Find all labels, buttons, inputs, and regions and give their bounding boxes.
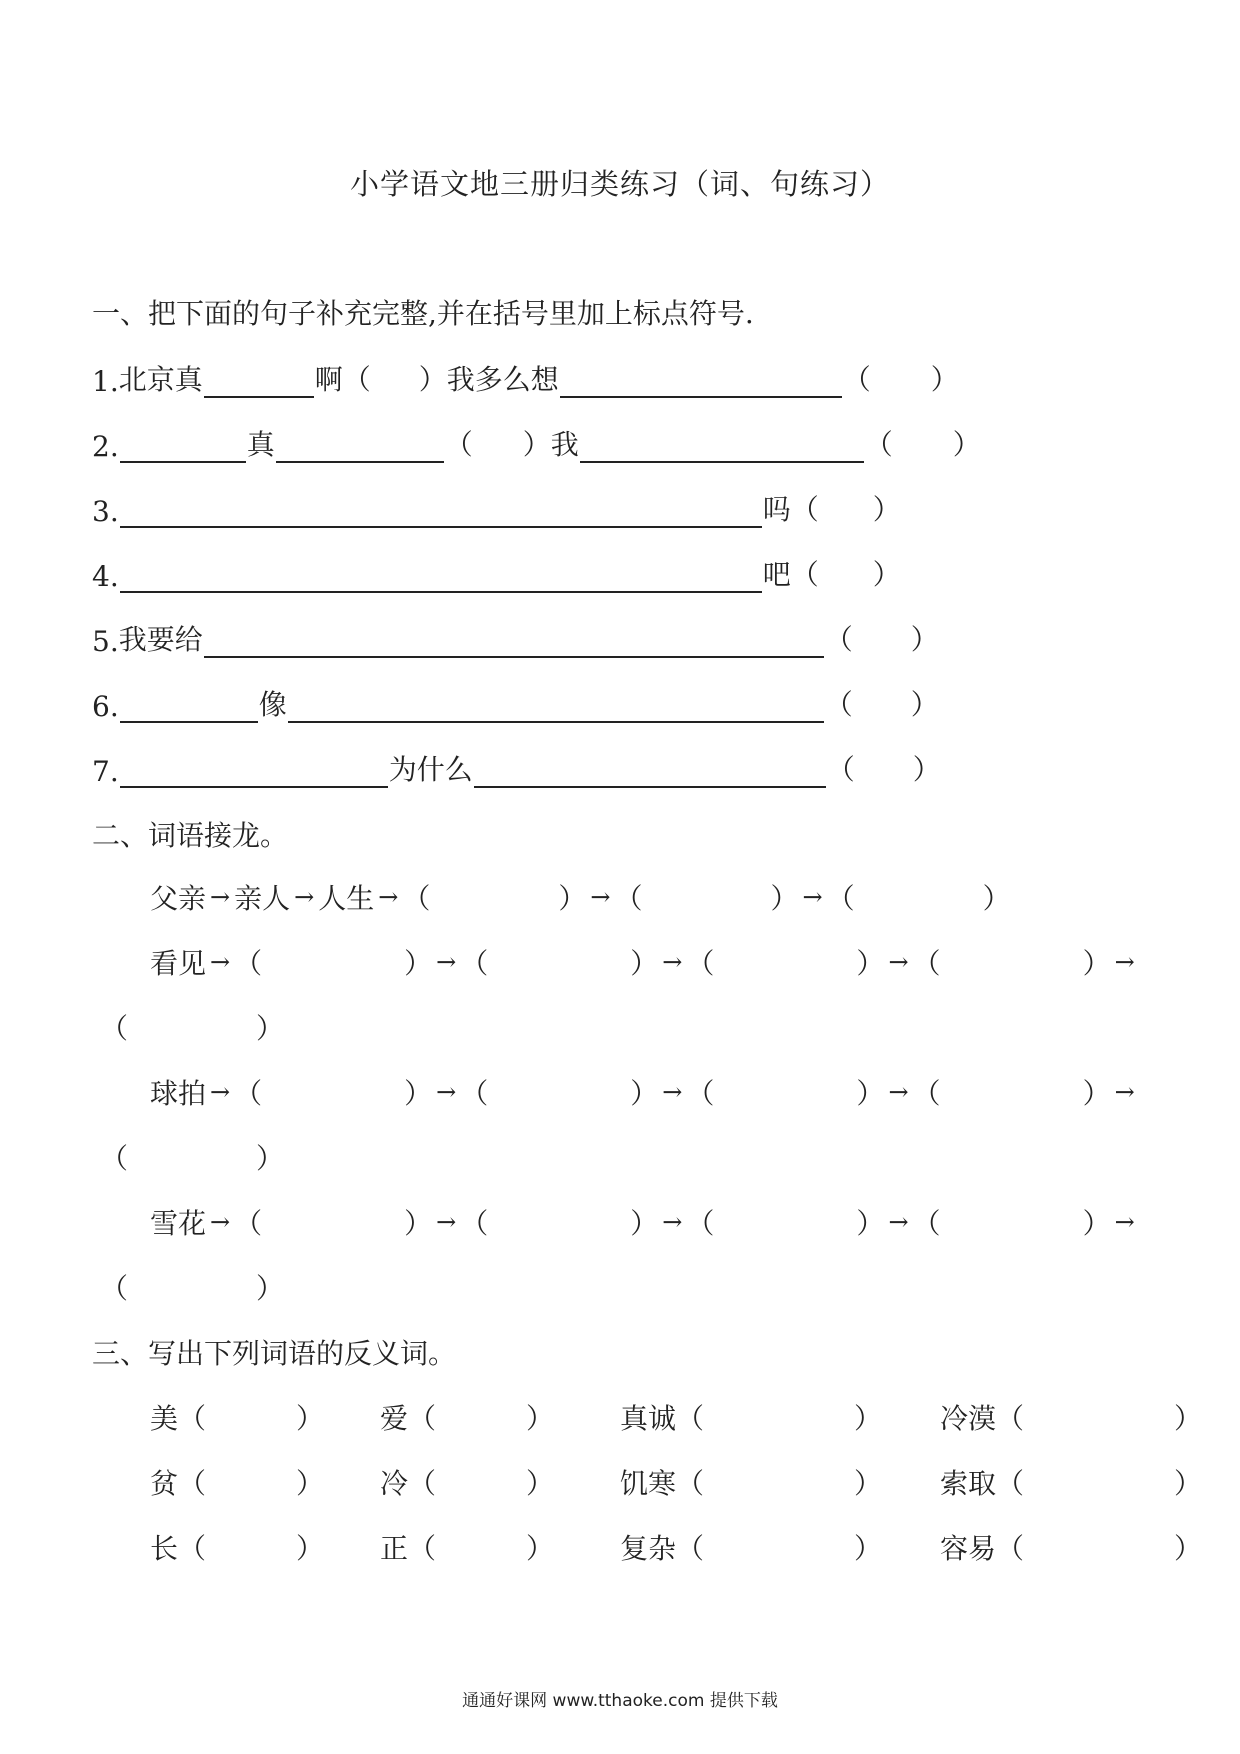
arrow-icon: → <box>294 883 315 911</box>
sentence-5 <box>92 618 939 658</box>
answer-blank[interactable] <box>120 756 388 788</box>
arrow-icon: → <box>210 883 231 911</box>
open-paren: （ <box>686 1207 715 1240</box>
sentence-7-number: 7. <box>92 755 119 788</box>
antonym-word: 索取 <box>940 1467 997 1500</box>
close-paren: ） <box>404 1207 433 1240</box>
sentence-4 <box>92 553 901 593</box>
close-paren: ） <box>630 1077 659 1110</box>
answer-blank[interactable] <box>120 561 762 593</box>
close-paren: ） <box>770 882 799 915</box>
answer-blank[interactable] <box>474 756 826 788</box>
arrow-icon: → <box>888 948 909 976</box>
open-paren: （ <box>460 947 489 980</box>
sentence-5-text-a: 我要给 <box>118 623 203 656</box>
antonym-word: 饥寒 <box>620 1467 677 1500</box>
close-paren: ） <box>630 947 659 980</box>
antonym-item <box>150 1462 380 1502</box>
sentence-5-open: （ <box>824 623 853 656</box>
sentence-2-text-c: ）我 <box>522 428 579 461</box>
close-paren: ） <box>982 882 1011 915</box>
open-paren: （ <box>234 1077 263 1110</box>
close-paren: ） <box>256 1272 285 1305</box>
open-paren: （ <box>460 1207 489 1240</box>
sentence-6-text-a: 像 <box>258 688 287 721</box>
antonym-word: 贫 <box>150 1467 179 1500</box>
answer-slot[interactable] <box>206 1462 296 1502</box>
antonym-item <box>150 1397 380 1437</box>
arrow-icon: → <box>802 883 823 911</box>
sentence-2-open: （ <box>444 428 473 461</box>
close-paren: ） <box>1082 1077 1111 1110</box>
answer-slot[interactable] <box>704 1397 854 1437</box>
answer-slot[interactable] <box>436 1397 526 1437</box>
close-paren: ） <box>856 947 885 980</box>
open-paren: （ <box>402 882 431 915</box>
answer-blank[interactable] <box>120 431 246 463</box>
antonym-item <box>620 1462 940 1502</box>
arrow-icon: → <box>1114 1208 1135 1236</box>
open-paren: （ <box>408 1467 437 1500</box>
close-paren: ） <box>856 1077 885 1110</box>
open-paren: （ <box>676 1532 705 1565</box>
sentence-2-number: 2. <box>92 430 119 463</box>
word-chain-3 <box>150 1072 1139 1112</box>
open-paren: （ <box>614 882 643 915</box>
answer-slot[interactable] <box>704 1462 854 1502</box>
answer-slot[interactable] <box>1024 1462 1174 1502</box>
open-paren: （ <box>234 947 263 980</box>
word-chain-4-continued <box>100 1267 284 1307</box>
sentence-3-text-a: 吗（ <box>762 493 819 526</box>
open-paren: （ <box>996 1467 1025 1500</box>
answer-blank[interactable] <box>276 431 444 463</box>
answer-slot[interactable] <box>206 1527 296 1567</box>
open-paren: （ <box>234 1207 263 1240</box>
close-paren: ） <box>526 1467 555 1500</box>
antonym-item <box>620 1527 940 1567</box>
open-paren: （ <box>676 1467 705 1500</box>
arrow-icon: → <box>436 948 457 976</box>
sentence-1-open: （ <box>842 363 871 396</box>
arrow-icon: → <box>590 883 611 911</box>
arrow-icon: → <box>210 1208 231 1236</box>
open-paren: （ <box>178 1402 207 1435</box>
sentence-4-number: 4. <box>92 560 119 593</box>
page-title: 小学语文地三册归类练习（词、句练习） <box>349 167 890 201</box>
answer-slot[interactable] <box>704 1527 854 1567</box>
close-paren: ） <box>1174 1467 1203 1500</box>
close-paren: ） <box>1082 947 1111 980</box>
close-paren: ） <box>1174 1402 1203 1435</box>
open-paren: （ <box>460 1077 489 1110</box>
close-paren: ） <box>854 1532 883 1565</box>
open-paren: （ <box>408 1532 437 1565</box>
antonym-word: 长 <box>150 1532 179 1565</box>
open-paren: （ <box>686 1077 715 1110</box>
arrow-icon: → <box>210 1078 231 1106</box>
open-paren: （ <box>178 1532 207 1565</box>
arrow-icon: → <box>210 948 231 976</box>
antonym-item <box>150 1527 380 1567</box>
answer-blank[interactable] <box>560 366 842 398</box>
sentence-6-open: （ <box>824 688 853 721</box>
open-paren: （ <box>676 1402 705 1435</box>
sentence-3 <box>92 488 901 528</box>
sentence-1-text-b: 啊（ <box>314 363 371 396</box>
sentence-3-close: ） <box>872 493 901 526</box>
sentence-6-close: ） <box>910 688 939 721</box>
antonym-word: 正 <box>380 1532 409 1565</box>
open-paren: （ <box>912 1077 941 1110</box>
open-paren: （ <box>100 1272 129 1305</box>
antonym-item <box>620 1397 940 1437</box>
antonym-item <box>380 1462 620 1502</box>
close-paren: ） <box>296 1402 325 1435</box>
sentence-2-close: ） <box>952 428 981 461</box>
antonym-item <box>940 1397 1202 1437</box>
sentence-7-text-a: 为什么 <box>388 753 473 786</box>
close-paren: ） <box>1174 1532 1203 1565</box>
open-paren: （ <box>912 1207 941 1240</box>
antonym-word: 爱 <box>380 1402 409 1435</box>
antonym-row-2 <box>150 1462 1202 1502</box>
answer-blank[interactable] <box>204 626 824 658</box>
sentence-7 <box>92 748 941 788</box>
arrow-icon: → <box>888 1078 909 1106</box>
antonym-word: 复杂 <box>620 1532 677 1565</box>
sentence-5-close: ） <box>910 623 939 656</box>
arrow-icon: → <box>1114 948 1135 976</box>
page-footer: 通通好课网 www.tthaoke.com 提供下载 <box>462 1691 778 1711</box>
arrow-icon: → <box>888 1208 909 1236</box>
word-chain-4 <box>150 1202 1139 1242</box>
chain-word: 看见 <box>150 947 207 980</box>
answer-blank[interactable] <box>120 496 762 528</box>
close-paren: ） <box>296 1532 325 1565</box>
close-paren: ） <box>854 1402 883 1435</box>
answer-slot[interactable] <box>436 1462 526 1502</box>
word-chain-2 <box>150 942 1139 982</box>
sentence-1-close: ） <box>930 363 959 396</box>
antonym-item <box>940 1527 1202 1567</box>
sentence-2-open-2: （ <box>864 428 893 461</box>
chain-word: 雪花 <box>150 1207 207 1240</box>
answer-blank[interactable] <box>204 366 314 398</box>
sentence-6-number: 6. <box>92 690 119 723</box>
chain-word: 父亲 <box>150 882 207 915</box>
open-paren: （ <box>178 1467 207 1500</box>
sentence-1-text-a: 北京真 <box>118 363 203 396</box>
arrow-icon: → <box>436 1208 457 1236</box>
close-paren: ） <box>404 947 433 980</box>
arrow-icon: → <box>662 948 683 976</box>
close-paren: ） <box>630 1207 659 1240</box>
answer-slot[interactable] <box>206 1397 296 1437</box>
antonym-row-1 <box>150 1397 1202 1437</box>
antonym-item <box>380 1397 620 1437</box>
antonym-word: 美 <box>150 1402 179 1435</box>
open-paren: （ <box>996 1402 1025 1435</box>
sentence-1-text-c: ）我多么想 <box>418 363 559 396</box>
sentence-4-text-a: 吧（ <box>762 558 819 591</box>
open-paren: （ <box>912 947 941 980</box>
antonym-word: 冷漠 <box>940 1402 997 1435</box>
sentence-5-number: 5. <box>92 625 119 658</box>
sentence-1-number: 1. <box>92 365 119 398</box>
sentence-2 <box>92 423 981 463</box>
word-chain-1 <box>150 877 1011 917</box>
arrow-icon: → <box>1114 1078 1135 1106</box>
open-paren: （ <box>686 947 715 980</box>
close-paren: ） <box>526 1532 555 1565</box>
section-3-heading: 三、写出下列词语的反义词。 <box>92 1337 457 1370</box>
open-paren: （ <box>100 1142 129 1175</box>
close-paren: ） <box>256 1142 285 1175</box>
section-2-heading: 二、词语接龙。 <box>92 819 289 852</box>
close-paren: ） <box>296 1467 325 1500</box>
close-paren: ） <box>1082 1207 1111 1240</box>
sentence-4-close: ） <box>872 558 901 591</box>
close-paren: ） <box>256 1012 285 1045</box>
arrow-icon: → <box>436 1078 457 1106</box>
close-paren: ） <box>856 1207 885 1240</box>
antonym-row-3 <box>150 1527 1202 1567</box>
answer-slot[interactable] <box>1024 1527 1174 1567</box>
answer-blank[interactable] <box>120 691 258 723</box>
antonym-item <box>940 1462 1202 1502</box>
section-1-heading: 一、把下面的句子补充完整,并在括号里加上标点符号. <box>92 297 754 330</box>
close-paren: ） <box>558 882 587 915</box>
word-chain-2-continued <box>100 1007 284 1047</box>
word-chain-3-continued <box>100 1137 284 1177</box>
sentence-7-close: ） <box>912 753 941 786</box>
sentence-1 <box>92 358 959 398</box>
open-paren: （ <box>408 1402 437 1435</box>
close-paren: ） <box>526 1402 555 1435</box>
close-paren: ） <box>404 1077 433 1110</box>
open-paren: （ <box>996 1532 1025 1565</box>
antonym-word: 容易 <box>940 1532 997 1565</box>
arrow-icon: → <box>378 883 399 911</box>
close-paren: ） <box>854 1467 883 1500</box>
antonym-word: 冷 <box>380 1467 409 1500</box>
arrow-icon: → <box>662 1208 683 1236</box>
sentence-3-number: 3. <box>92 495 119 528</box>
arrow-icon: → <box>662 1078 683 1106</box>
chain-word: 亲人 <box>234 882 291 915</box>
chain-word: 人生 <box>318 882 375 915</box>
answer-slot[interactable] <box>436 1527 526 1567</box>
antonym-word: 真诚 <box>620 1402 677 1435</box>
sentence-6 <box>92 683 939 723</box>
sentence-2-text-a: 真 <box>246 428 275 461</box>
open-paren: （ <box>100 1012 129 1045</box>
answer-blank[interactable] <box>288 691 824 723</box>
chain-word: 球拍 <box>150 1077 207 1110</box>
answer-blank[interactable] <box>580 431 864 463</box>
antonym-item <box>380 1527 620 1567</box>
answer-slot[interactable] <box>1024 1397 1174 1437</box>
sentence-7-open: （ <box>826 753 855 786</box>
open-paren: （ <box>826 882 855 915</box>
